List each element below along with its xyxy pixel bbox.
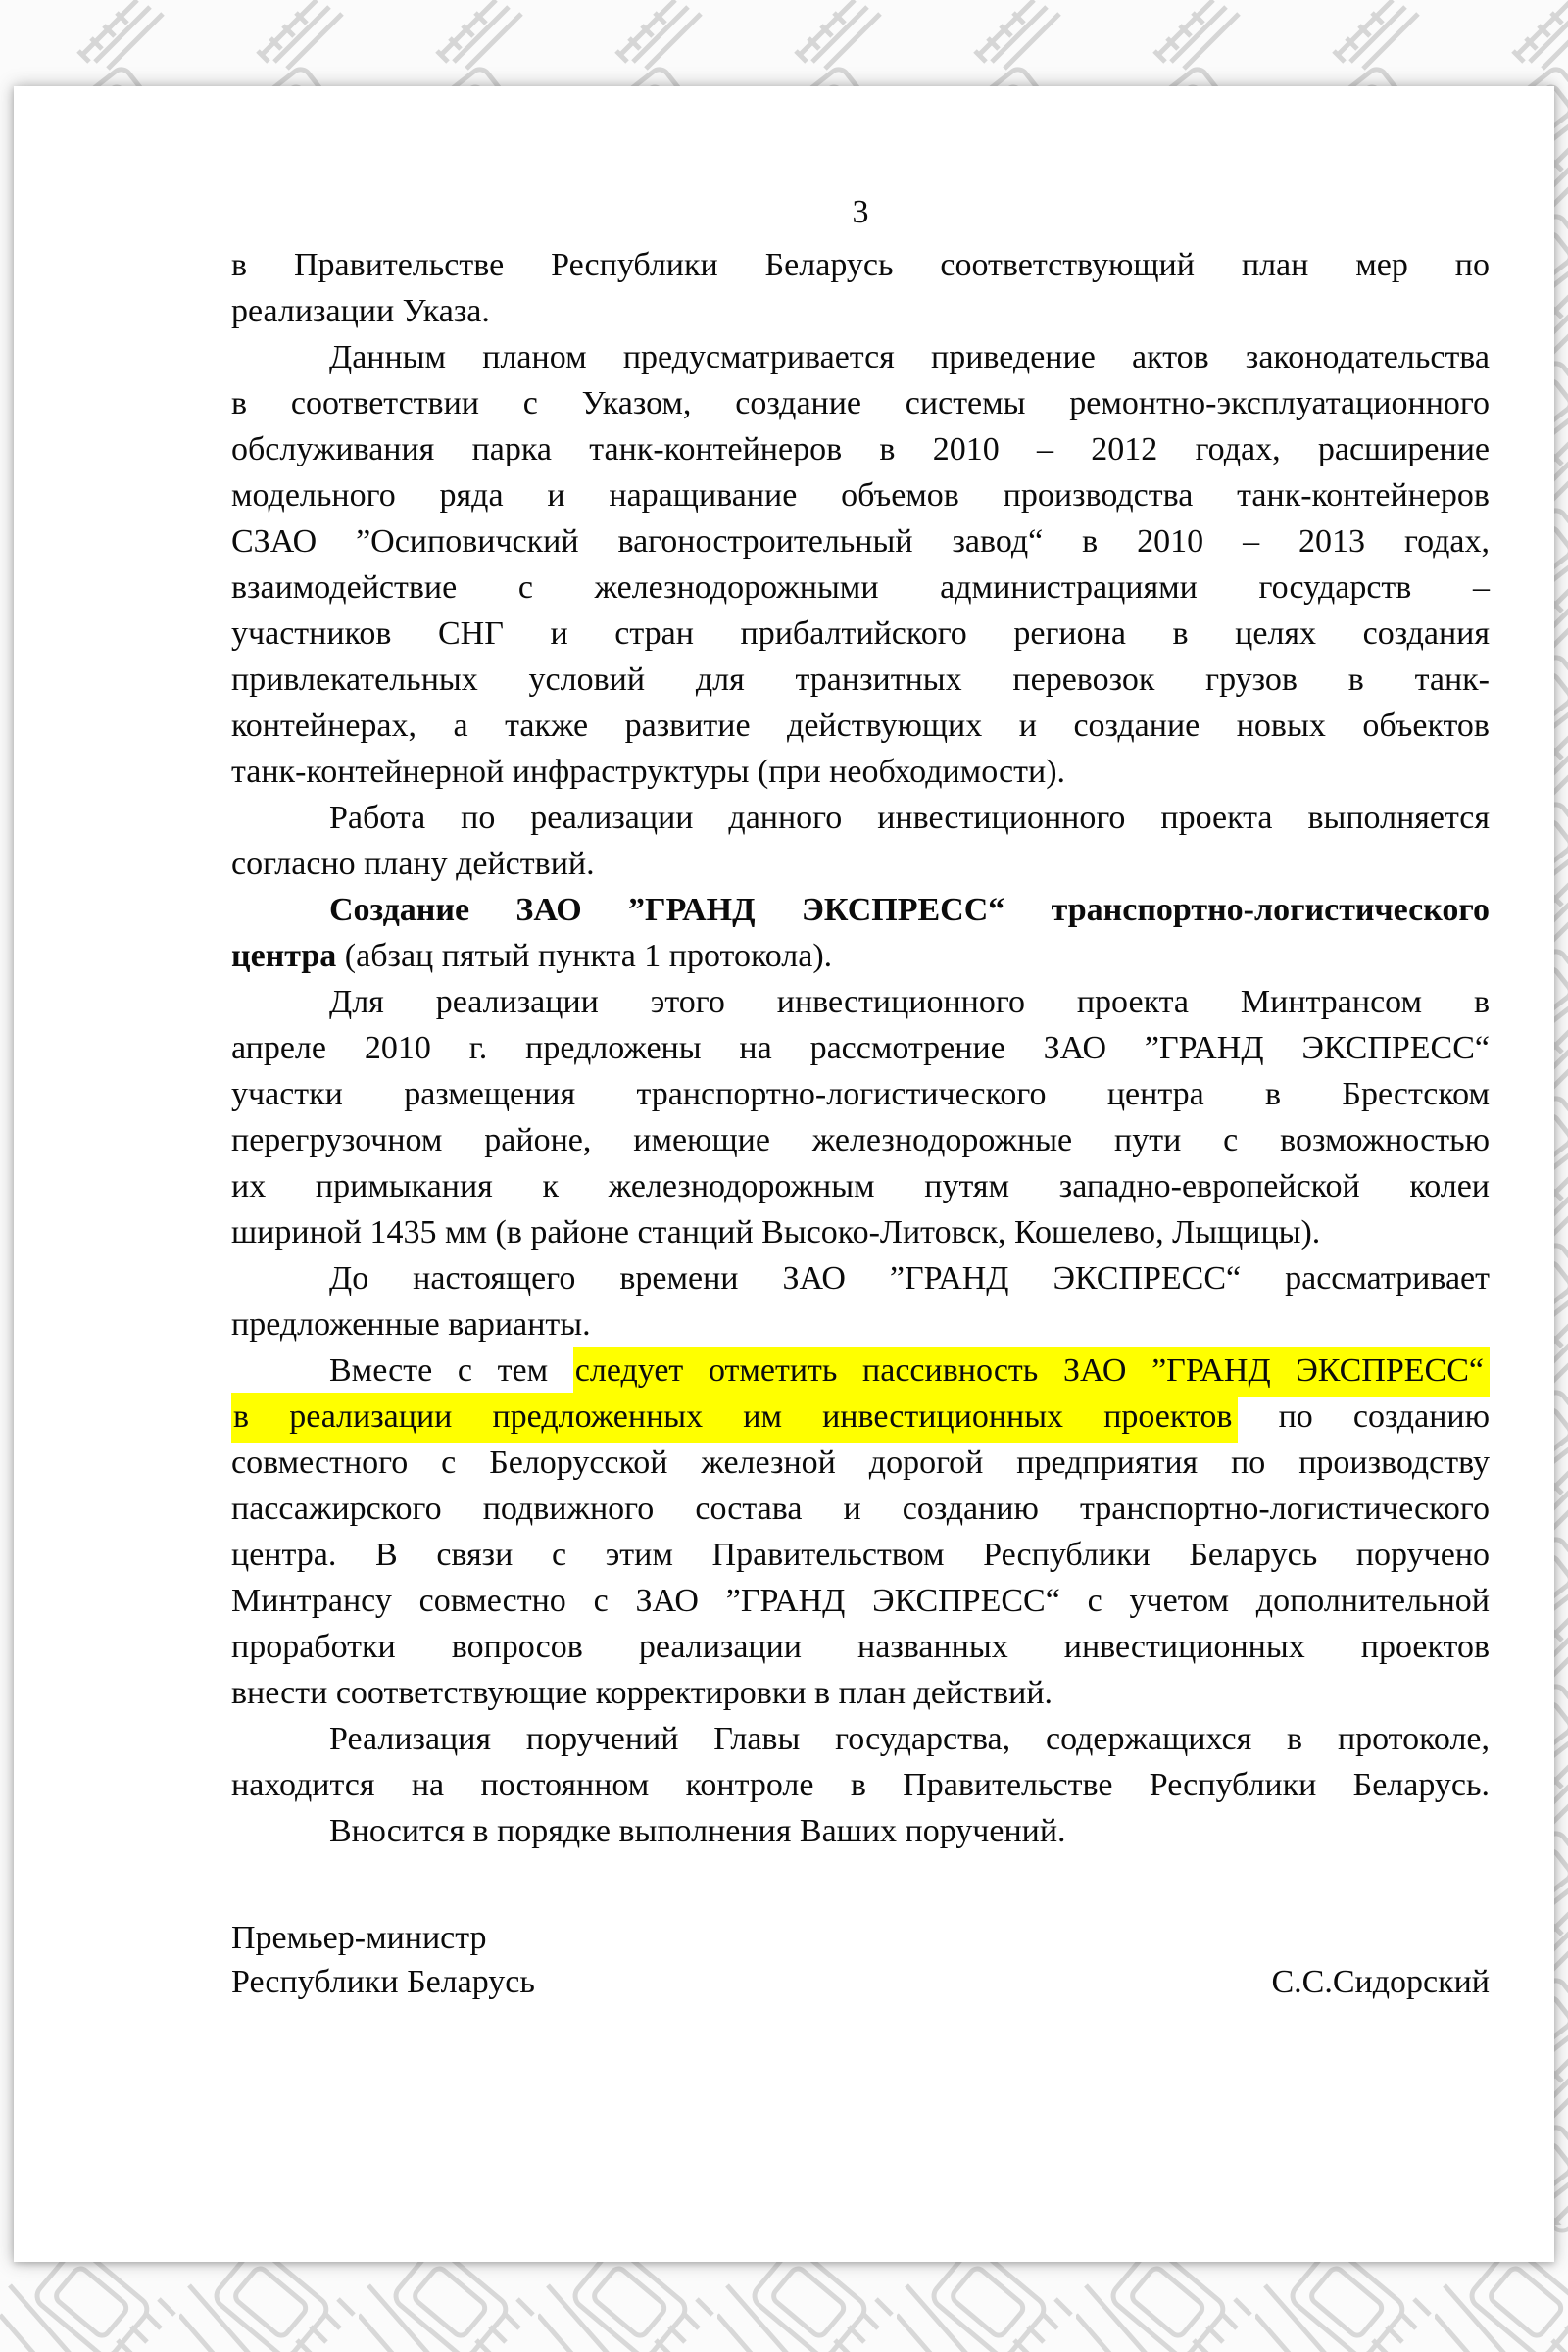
text-line: апреле 2010 г. предложены на рассмотрение ЗАО ”ГРАНД ЭКСПРЕСС“ [231,1030,1490,1066]
highlight-mark: в реализации предложенных им инвестиционных проектов [231,1393,1238,1443]
text-line: в Правительстве Республики Беларусь соответствующий план мер по [231,247,1490,283]
text-line: шириной 1435 мм (в районе станций Высоко-Литовск, Кошелево, Лыщицы). [231,1214,1321,1250]
text-line: перегрузочном районе, имеющие железнодорожные пути с возможностью [231,1122,1490,1158]
text-line: взаимодействие с железнодорожными администрациями государств – [231,569,1490,606]
text-line: находится на постоянном контроле в Правительстве Республики Беларусь. [231,1767,1490,1803]
signature-title [231,1916,535,2004]
text-line: участников СНГ и стран прибалтийского региона в целях создания [231,615,1490,652]
text-line: предложенные варианты. [231,1306,591,1343]
text-line: Для реализации этого инвестиционного проекта Минтрансом в [329,984,1490,1020]
highlight-mark: следует отметить пассивность ЗАО ”ГРАНД ЭКСПРЕСС“ [573,1347,1490,1396]
text-line-highlight-end [231,1394,1490,1440]
text-line: совместного с Белорусской железной дорогой предприятия по производству [231,1445,1490,1481]
text-line: Минтрансу совместно с ЗАО ”ГРАНД ЭКСПРЕСС“ с учетом дополнительной [231,1583,1490,1619]
signature-title-line1: Премьер-министр [231,1920,487,1956]
text-line: внести соответствующие корректировки в план действий. [231,1675,1054,1711]
signature-block [231,1916,1490,2004]
text-line: СЗАО ”Осиповичский вагоностроительный завод“ в 2010 – 2013 годах, [231,523,1490,560]
text-line: реализации Указа. [231,293,490,329]
text-line-highlight-start [231,1348,1490,1394]
text-line: согласно плану действий. [231,846,595,882]
text-line: центра. В связи с этим Правительством Республики Беларусь поручено [231,1537,1490,1573]
text-line: Работа по реализации данного инвестиционного проекта выполняется [329,800,1490,836]
text-line: пассажирского подвижного состава и созданию транспортно-логистического [231,1491,1490,1527]
text-line: Данным планом предусматривается приведение актов законодательства [329,339,1490,375]
text-line: обслуживания парка танк-контейнеров в 2010 – 2012 годах, расширение [231,431,1490,467]
page-content [14,86,1554,2004]
text-line: танк-контейнерной инфраструктуры (при необходимости). [231,754,1066,790]
section-heading-bold: Создание ЗАО ”ГРАНД ЭКСПРЕСС“ транспортно-логистического [329,892,1490,928]
text-line: участки размещения транспортно-логистического центра в Брестском [231,1076,1490,1112]
signature-title-line2: Республики Беларусь [231,1964,535,2000]
plain-run: Вместе с тем [329,1352,573,1389]
document-page [14,86,1554,2262]
page-number: 3 [852,194,869,230]
text-line: контейнерах, а также развитие действующих и создание новых объектов [231,708,1490,744]
text-line-section-heading [231,887,1490,933]
text-line: привлекательных условий для транзитных перевозок грузов в танк- [231,662,1490,698]
signature-name: С.С.Сидорский [1271,1964,1490,2000]
text-line: их примыкания к железнодорожным путям западно-европейской колеи [231,1168,1490,1204]
text-line: Вносится в порядке выполнения Ваших поручений. [329,1813,1066,1849]
section-heading-bold: центра [231,938,337,974]
text-line: До настоящего времени ЗАО ”ГРАНД ЭКСПРЕСС“ рассматривает [329,1260,1490,1297]
text-line: проработки вопросов реализации названных инвестиционных проектов [231,1629,1490,1665]
text-line: в соответствии с Указом, создание системы ремонтно-эксплуатационного [231,385,1490,421]
text-line: модельного ряда и наращивание объемов производства танк-контейнеров [231,477,1490,514]
plain-run: по созданию [1238,1398,1490,1435]
text-line: Реализация поручений Главы государства, содержащихся в протоколе, [329,1721,1490,1757]
text-line-section-heading [231,933,1490,979]
section-heading-normal: (абзац пятый пункта 1 протокола). [336,938,833,974]
